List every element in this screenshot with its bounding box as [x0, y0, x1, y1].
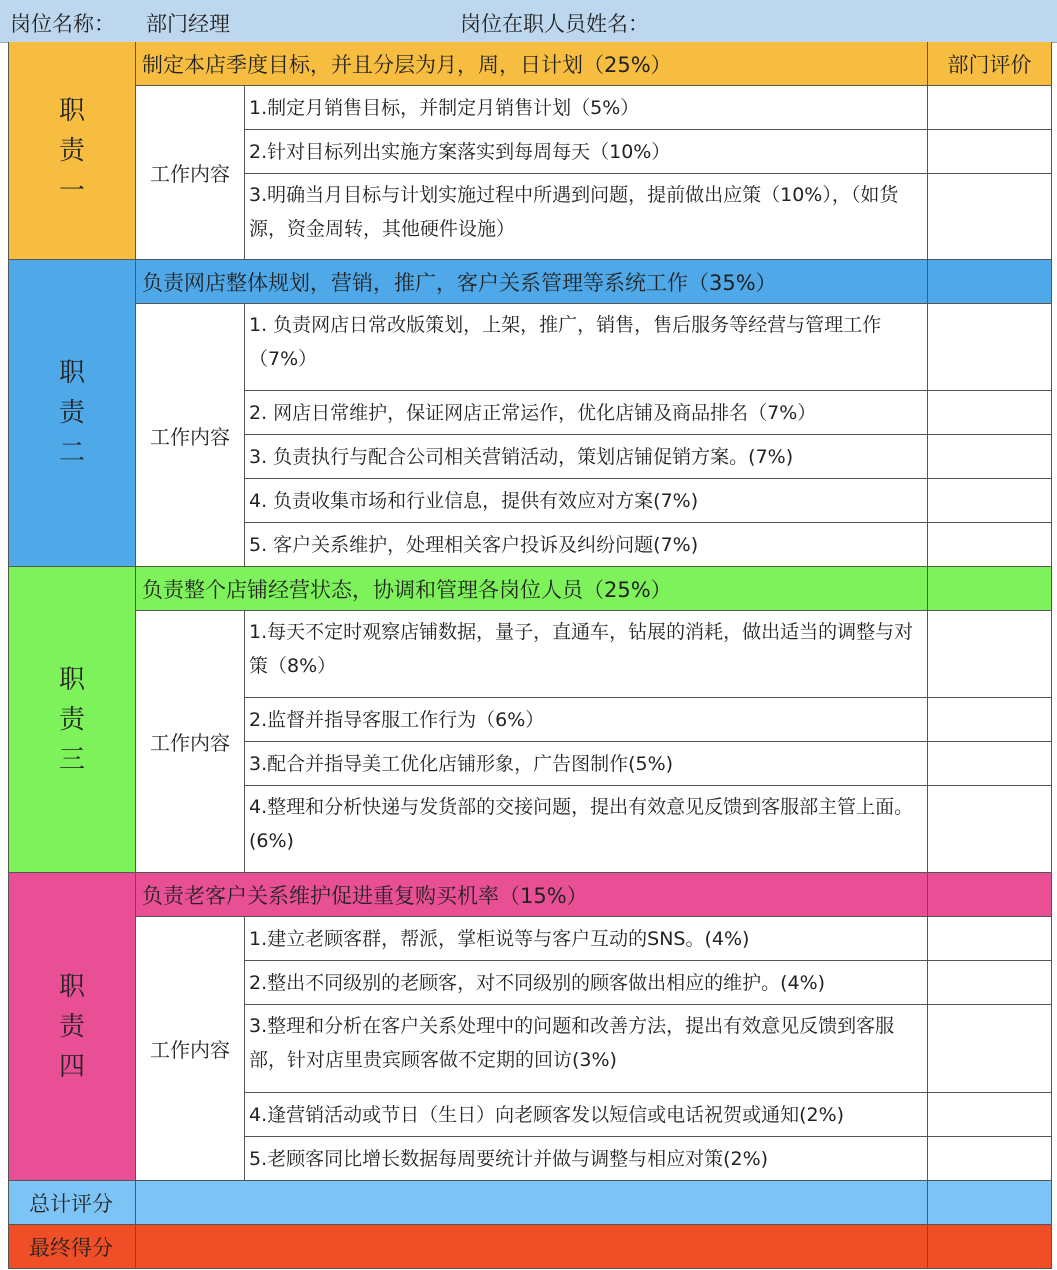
duty-item: 5.老顾客同比增长数据每周要统计并做与调整与相应对策(2%) — [245, 1137, 928, 1181]
duty-title-1: 制定本店季度目标，并且分层为月，周，日计划（25%） — [136, 42, 928, 86]
work-content-label: 工作内容 — [136, 611, 245, 873]
duty-item: 3.明确当月目标与计划实施过程中所遇到问题，提前做出应策（10%），（如货源，资金周转，其他硬件设施） — [245, 174, 928, 260]
duty-item: 2.针对目标列出实施方案落实到每周每天（10%） — [245, 130, 928, 174]
duty-item: 2.监督并指导客服工作行为（6%） — [245, 698, 928, 742]
eval-input-cell[interactable] — [928, 479, 1052, 523]
eval-input-cell[interactable] — [928, 174, 1052, 260]
duty-label-3 — [8, 567, 136, 873]
duty-item: 1.建立老顾客群，帮派，掌柜说等与客户互动的SNS。(4%) — [245, 917, 928, 961]
position-label: 岗位名称： — [10, 12, 115, 36]
duty-item: 4. 负责收集市场和行业信息，提供有效应对方案(7%) — [245, 479, 928, 523]
eval-input-cell[interactable] — [928, 961, 1052, 1005]
duty-item: 3.整理和分析在客户关系处理中的问题和改善方法，提出有效意见反馈到客服部，针对店里贵宾顾客做不定期的回访(3%) — [245, 1005, 928, 1093]
work-content-label: 工作内容 — [136, 917, 245, 1181]
duty-label-char: 职 — [58, 358, 85, 388]
staff-name-label: 岗位在职人员姓名： — [460, 12, 649, 36]
eval-input-cell[interactable] — [928, 435, 1052, 479]
duty-label-char: 一 — [58, 175, 85, 206]
duty-label-char: 二 — [58, 438, 85, 468]
eval-input-cell[interactable] — [928, 1005, 1052, 1093]
eval-input-cell[interactable] — [928, 786, 1052, 873]
final-score-value[interactable] — [136, 1225, 928, 1269]
work-content-label: 工作内容 — [136, 304, 245, 567]
eval-input-cell[interactable] — [928, 391, 1052, 435]
duty-item: 1. 负责网店日常改版策划，上架，推广，销售，售后服务等经营与管理工作（7%） — [245, 304, 928, 391]
duty-item: 2.整出不同级别的老顾客，对不同级别的顾客做出相应的维护。(4%) — [245, 961, 928, 1005]
eval-input-cell[interactable] — [928, 523, 1052, 567]
eval-input-cell[interactable] — [928, 130, 1052, 174]
header-row — [0, 0, 1057, 43]
eval-input-cell[interactable] — [928, 86, 1052, 130]
duty-label-char: 责 — [58, 135, 85, 166]
duty-label-char: 职 — [58, 664, 85, 695]
eval-header: 部门评价 — [928, 42, 1052, 86]
eval-title-cell[interactable] — [928, 873, 1052, 917]
duty-label-1 — [8, 42, 136, 260]
duty-item: 2. 网店日常维护，保证网店正常运作，优化店铺及商品排名（7%） — [245, 391, 928, 435]
work-content-label: 工作内容 — [136, 86, 245, 260]
eval-input-cell[interactable] — [928, 742, 1052, 786]
duty-item: 1.制定月销售目标，并制定月销售计划（5%） — [245, 86, 928, 130]
final-score-label: 最终得分 — [8, 1225, 136, 1269]
eval-input-cell[interactable] — [928, 917, 1052, 961]
duty-label-char: 责 — [58, 398, 85, 428]
duty-title-4: 负责老客户关系维护促进重复购买机率（15%） — [136, 873, 928, 917]
duty-item: 1.每天不定时观察店铺数据，量子，直通车，钻展的消耗，做出适当的调整与对策（8%） — [245, 611, 928, 698]
total-score-value[interactable] — [136, 1181, 928, 1225]
duty-item: 4.整理和分析快递与发货部的交接问题，提出有效意见反馈到客服部主管上面。(6%) — [245, 786, 928, 873]
duty-label-char: 责 — [58, 1011, 85, 1042]
duty-label-char: 职 — [58, 971, 85, 1002]
duty-title-3: 负责整个店铺经营状态，协调和管理各岗位人员（25%） — [136, 567, 928, 611]
duty-title-2: 负责网店整体规划，营销，推广，客户关系管理等系统工作（35%） — [136, 260, 928, 304]
duty-item: 5. 客户关系维护，处理相关客户投诉及纠纷问题(7%) — [245, 523, 928, 567]
duty-label-char: 三 — [58, 744, 85, 775]
duty-label-2 — [8, 260, 136, 567]
eval-input-cell[interactable] — [928, 1137, 1052, 1181]
eval-input-cell[interactable] — [928, 304, 1052, 391]
duty-item: 3.配合并指导美工优化店铺形象，广告图制作(5%) — [245, 742, 928, 786]
total-score-eval[interactable] — [928, 1181, 1052, 1225]
duty-item: 3. 负责执行与配合公司相关营销活动，策划店铺促销方案。(7%) — [245, 435, 928, 479]
eval-title-cell[interactable] — [928, 567, 1052, 611]
eval-title-cell[interactable] — [928, 260, 1052, 304]
duty-label-char: 职 — [58, 95, 85, 126]
duty-label-char: 责 — [58, 704, 85, 735]
eval-input-cell[interactable] — [928, 611, 1052, 698]
eval-input-cell[interactable] — [928, 698, 1052, 742]
duty-item: 4.逢营销活动或节日（生日）向老顾客发以短信或电话祝贺或通知(2%) — [245, 1093, 928, 1137]
duty-label-char: 四 — [58, 1051, 85, 1082]
position-value: 部门经理 — [146, 12, 230, 36]
eval-input-cell[interactable] — [928, 1093, 1052, 1137]
final-score-eval[interactable] — [928, 1225, 1052, 1269]
duty-label-4 — [8, 873, 136, 1181]
total-score-label: 总计评分 — [8, 1181, 136, 1225]
